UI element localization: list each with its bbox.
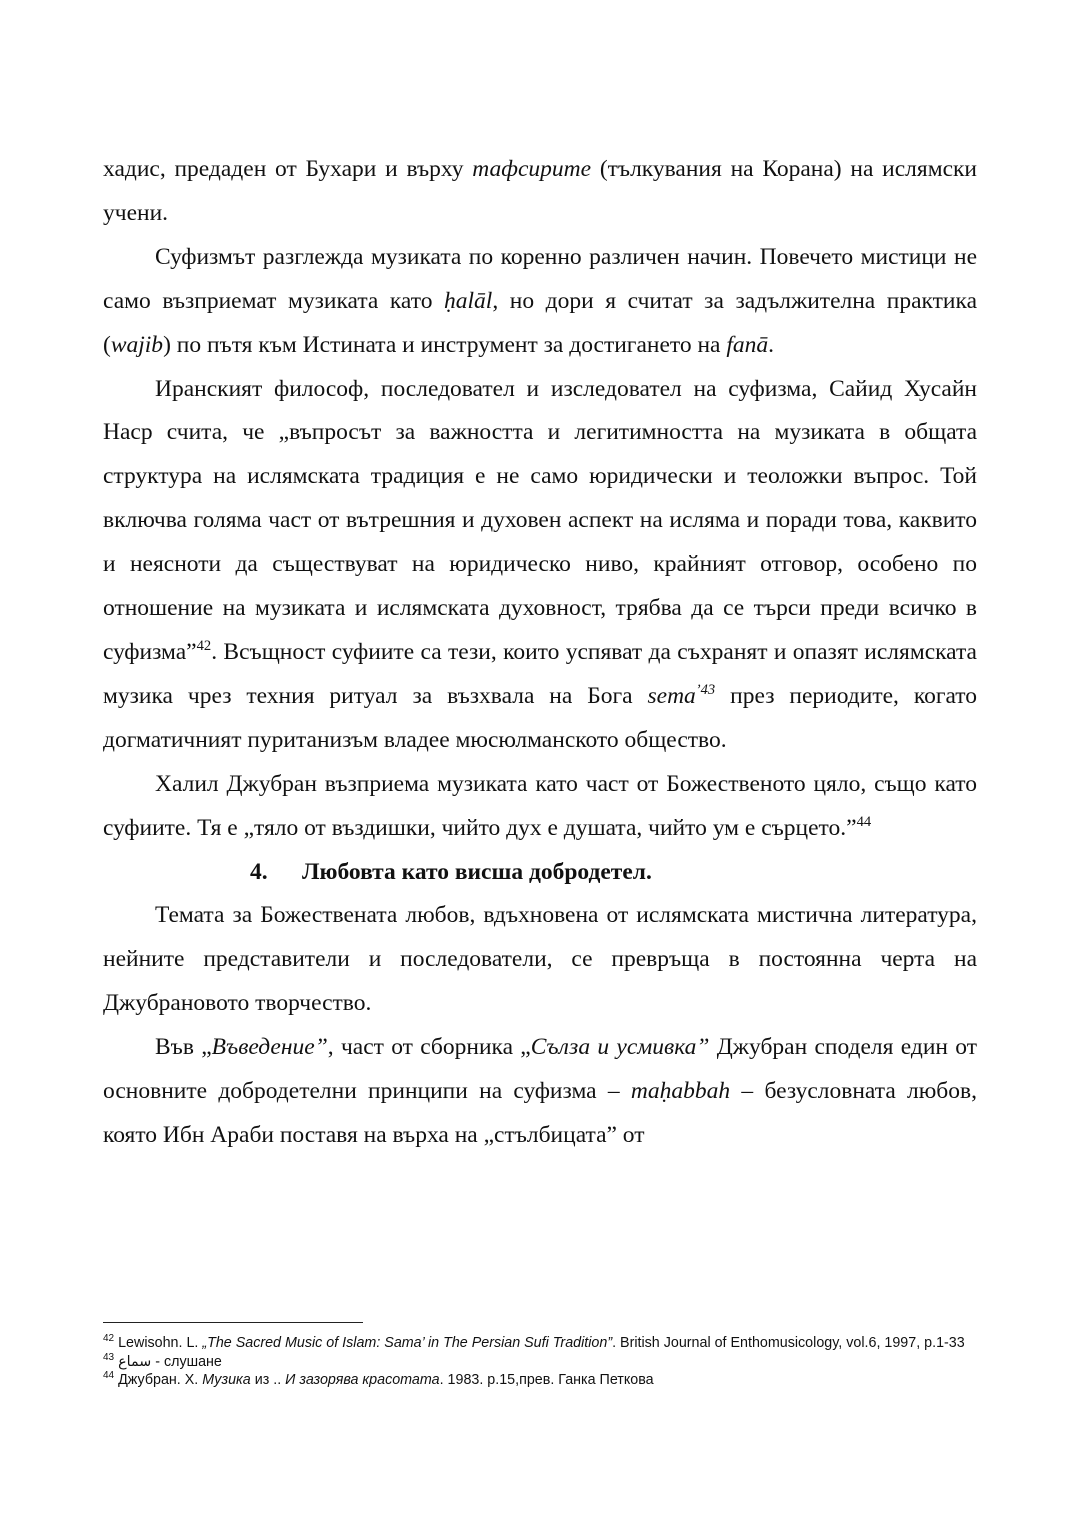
section-title: Любовта като висша добродетел.	[302, 858, 652, 885]
footnote-ref-42[interactable]: 42	[196, 638, 212, 655]
paragraph-5: Темата за Божествената любов, вдъхновена от ислямската мистична литература, нейните представители и последователи, се превръща в постоянна черта на Джубрановото творчество.	[103, 902, 977, 1017]
footnote-ref-43[interactable]: ’43	[695, 682, 716, 699]
section-number: 4.	[250, 858, 268, 885]
section-heading	[103, 851, 977, 895]
body-text	[103, 148, 977, 1158]
paragraph-1: хадис, предаден от Бухари и върху тафсирите (тълкувания на Корана) на ислямски учени.	[103, 156, 978, 226]
arabic-word: سماع	[118, 1353, 152, 1370]
footnote-separator	[103, 1322, 363, 1323]
paragraph-4: Халил Джубран възприема музиката като част от Божественото цяло, също като суфиите. Тя е „тяло от въздишки, чийто дух е душата, чийто ум е сърцето.”$^{44}$	[103, 770, 977, 841]
footnote-42: $^{42}$ Lewisohn. L. „The Sacred Music of Islam: Sama’ in The Persian Sufi Tradition”. British Journal of Enthomusicology, vol.6, 1997, p.1-33	[103, 1333, 965, 1351]
footnote-43: $^{43}$ سماع - слушане	[103, 1351, 222, 1370]
paragraph-3: Иранският философ, последовател и изследовател на суфизма, Сайид Хусайн Наср счита, че „въпросът за важността и легитимността на музиката в общата структура на ислямската традиция е не само юридически и теоложки въпрос. Той включва голяма част от вътрешния и духовен аспект на исляма и поради това, каквито и неясноти да съществуват на юридическо ниво, крайният отговор, особено по отношение на музиката и ислямската духовност, трябва да се търси преди всичко в суфизма”$^{42}$. Всъщност суфиите са тези, които успяват да съхранят и опазят ислямската музика чрез техния ритуал за възхвала на Бога sema$^{’43}$ през периодите, когато догматичният пуританизъм владее мюсюлманското общество.	[103, 375, 977, 753]
paragraph-2: Суфизмът разглежда музиката по коренно различен начин. Повечето мистици не само възприемат музиката като ḥalāl, но дори я считат за задължителна практика (wajib) по пътя към Истината и инструмент за достигането на fanā.	[103, 243, 977, 358]
footnote-ref-44[interactable]: 44	[856, 813, 872, 830]
footnotes	[103, 1334, 977, 1390]
paragraph-6: Във „Въведение”, част от сборника „Сълза и усмивка” Джубран споделя един от основните добродетелни принципи на суфизма – maḥabbah – безусловната любов, която Ибн Араби поставя на върха на „стълбицата” от	[103, 1034, 977, 1148]
footnote-44: $^{44}$ Джубран. Х. Музика из .. И зазорява красотата. 1983. p.15,прев. Ганка Петкова	[103, 1370, 654, 1389]
